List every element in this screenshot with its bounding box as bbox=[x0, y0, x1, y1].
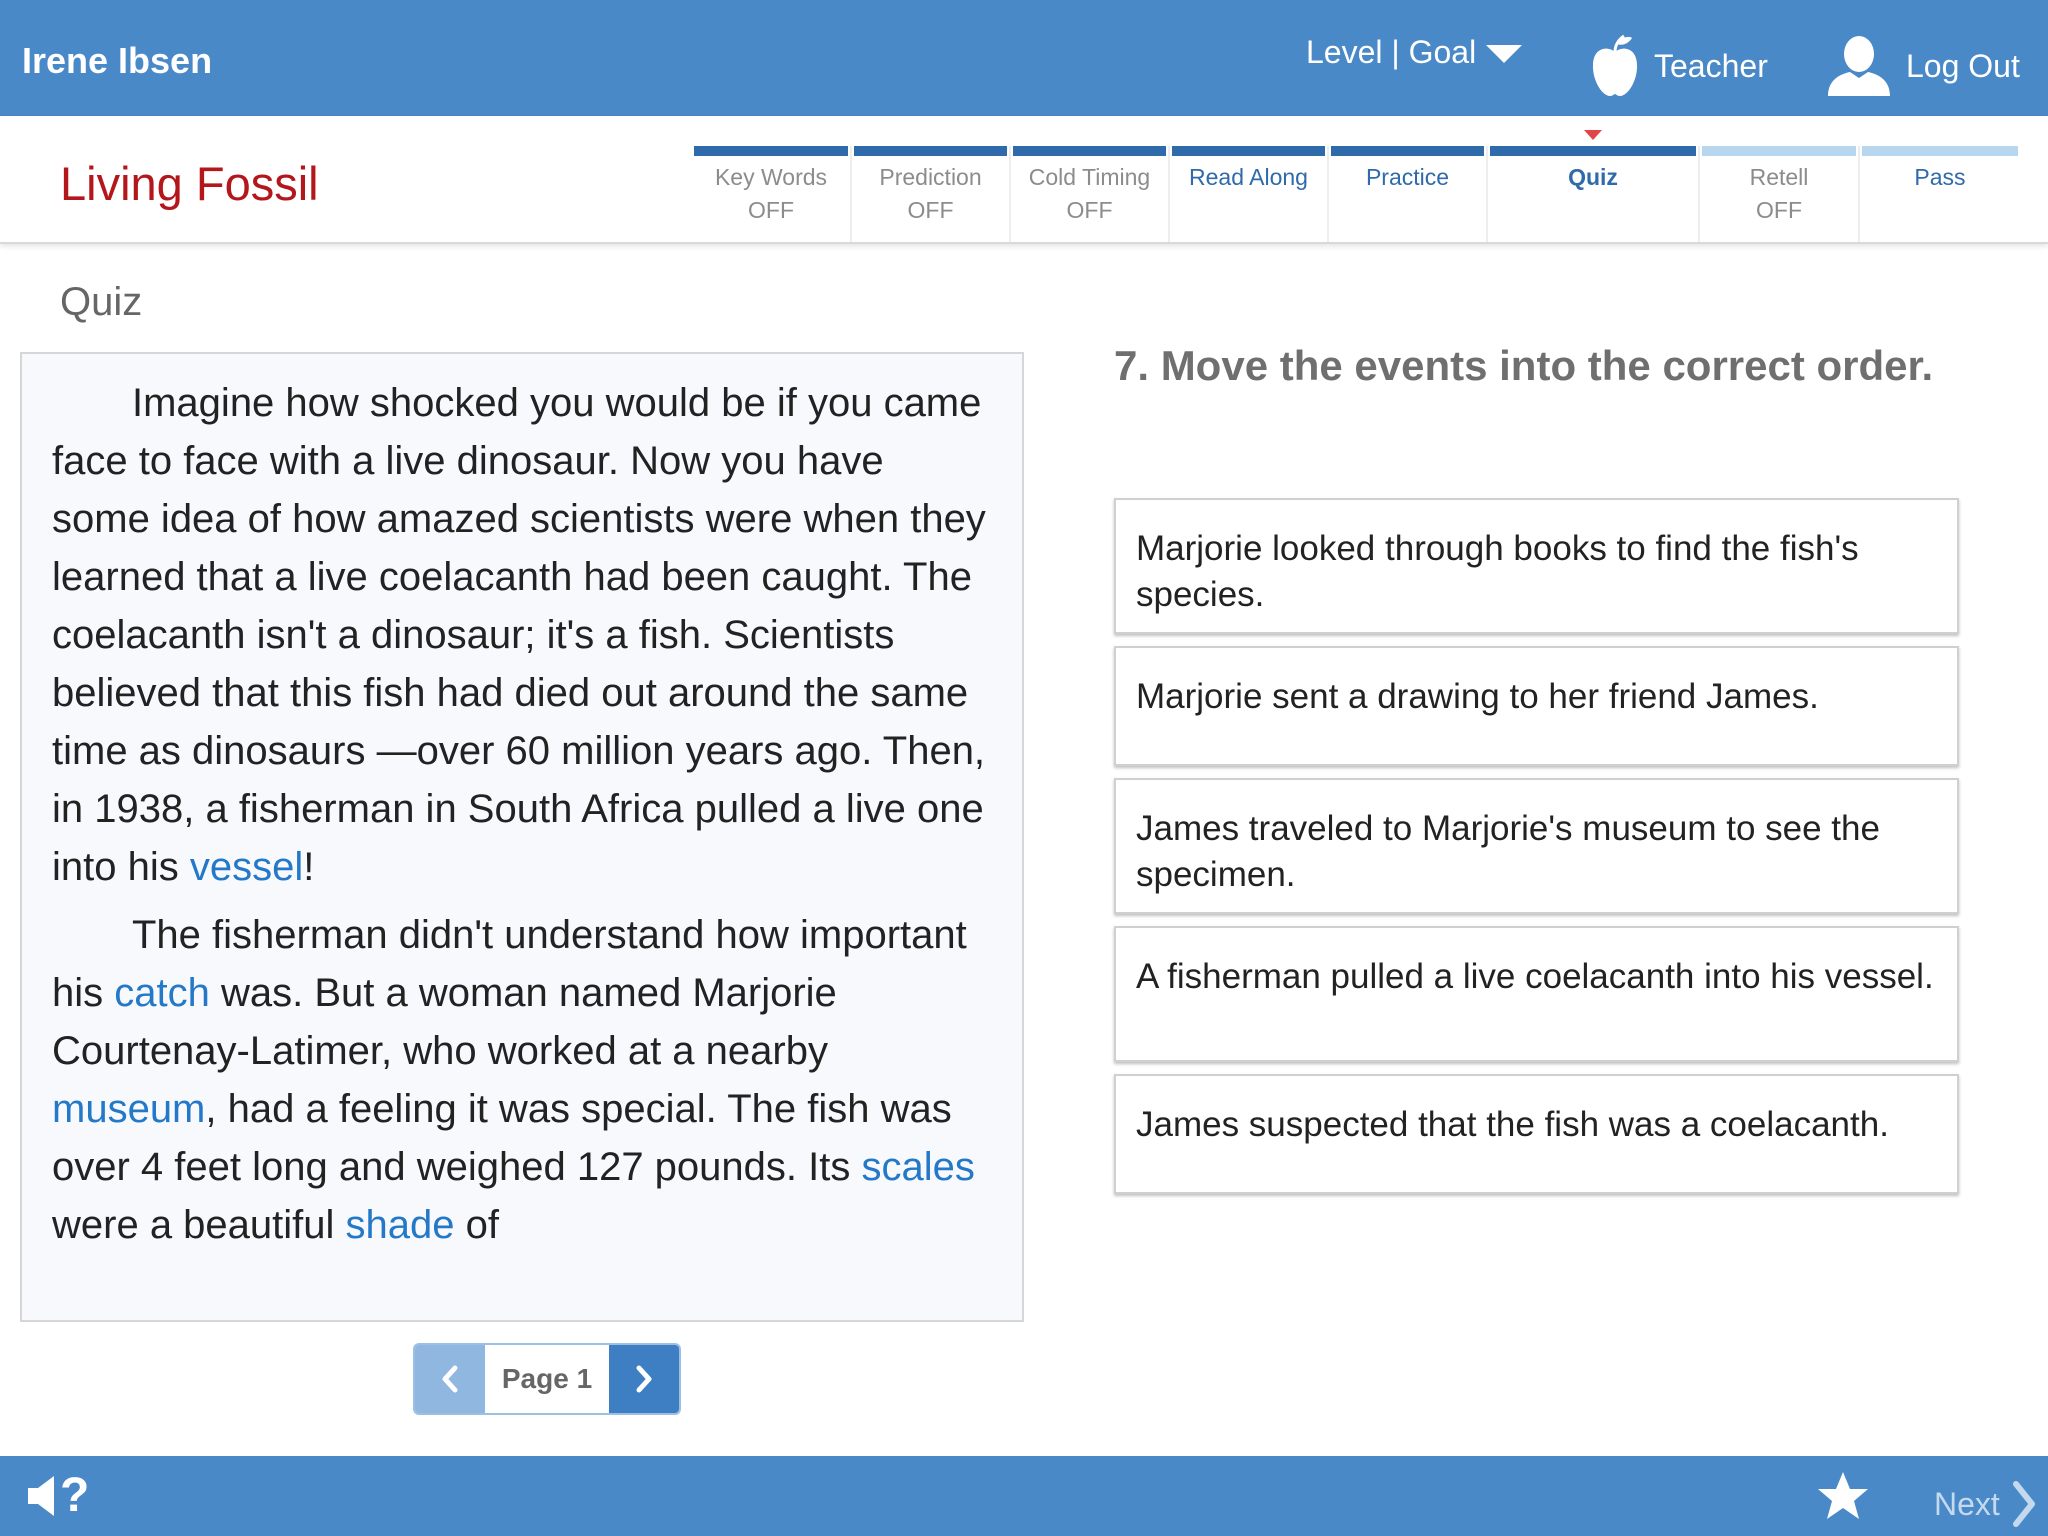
step-segment bbox=[1490, 146, 1696, 156]
keyword-link[interactable]: vessel bbox=[189, 845, 304, 889]
next-page-button[interactable] bbox=[609, 1345, 679, 1413]
step-label: Pass bbox=[1914, 164, 1966, 190]
step-segment bbox=[694, 146, 848, 156]
step-label: Retell bbox=[1749, 164, 1809, 190]
step-segment bbox=[854, 146, 1007, 156]
passage-text: were a beautiful bbox=[52, 1203, 346, 1247]
step-status: OFF bbox=[748, 197, 794, 223]
previous-page-button[interactable] bbox=[415, 1345, 485, 1413]
logout-label: Log Out bbox=[1906, 47, 2020, 84]
step-progress bbox=[692, 146, 2020, 242]
star-icon bbox=[1816, 1470, 1870, 1522]
step-prediction[interactable] bbox=[852, 146, 1011, 242]
passage-text: Imagine how shocked you would be if you came face to face with a live dinosaur. Now you have some idea of how amazed scientists were when they learned that a live coelacanth had been caught. The coelacanth isn't a dinosaur; it's a fish. Scientists believed that this fish had died out around the same time as dinosaurs —over 60 million years ago. Then, in 1938, a fisherman in South Africa pulled a live one into his bbox=[52, 381, 986, 889]
step-label: Practice bbox=[1365, 164, 1450, 190]
step-practice[interactable] bbox=[1329, 146, 1488, 242]
step-label: Read Along bbox=[1189, 164, 1308, 190]
sortable-event-list bbox=[1114, 498, 1959, 1206]
page-indicator: Page 1 bbox=[501, 1363, 593, 1394]
question-mark-icon: ? bbox=[60, 1469, 90, 1522]
keyword-link[interactable]: scales bbox=[861, 1145, 975, 1189]
chevron-left-icon bbox=[439, 1364, 461, 1394]
teacher-button[interactable] bbox=[1590, 34, 1768, 98]
story-title: Living Fossil bbox=[60, 157, 319, 210]
draggable-event-card[interactable]: Marjorie sent a drawing to her friend James. bbox=[1114, 646, 1959, 766]
speaker-icon bbox=[26, 1474, 60, 1518]
passage-text: of bbox=[454, 1203, 499, 1247]
draggable-event-card[interactable]: James suspected that the fish was a coelacanth. bbox=[1114, 1074, 1959, 1194]
next-label: Next bbox=[1934, 1485, 2000, 1522]
step-pass[interactable] bbox=[1860, 146, 2020, 242]
reading-passage[interactable] bbox=[20, 352, 1024, 1322]
page-navigator bbox=[413, 1343, 681, 1415]
step-read-along[interactable] bbox=[1170, 146, 1329, 242]
step-status: OFF bbox=[1066, 197, 1113, 223]
passage-text: was. But a woman named Marjorie Courtenay-Latimer, who worked at a nearby bbox=[52, 971, 837, 1073]
step-cold-timing[interactable] bbox=[1011, 146, 1170, 242]
step-retell[interactable] bbox=[1700, 146, 1860, 242]
star-button[interactable] bbox=[1816, 1470, 1870, 1527]
logout-button[interactable] bbox=[1826, 34, 2020, 98]
step-segment bbox=[1862, 146, 2018, 156]
passage-text: ! bbox=[303, 845, 315, 889]
audio-help-button[interactable] bbox=[26, 1469, 90, 1522]
step-key-words[interactable] bbox=[692, 146, 852, 242]
step-segment bbox=[1172, 146, 1325, 156]
current-step-marker-icon bbox=[1584, 130, 1602, 140]
draggable-event-card[interactable]: A fisherman pulled a live coelacanth into his vessel. bbox=[1114, 926, 1959, 1062]
passage-text: , had a feeling it was special. The fish was over 4 feet long and weighed 127 pounds. Its bbox=[52, 1087, 952, 1189]
level-goal-label: Level | Goal bbox=[1306, 34, 1477, 70]
chevron-right-icon bbox=[633, 1364, 655, 1394]
chevron-right-icon bbox=[2008, 1480, 2038, 1528]
user-icon bbox=[1826, 34, 1892, 98]
step-label: Key Words bbox=[714, 164, 828, 190]
draggable-event-card[interactable]: James traveled to Marjorie's museum to see the specimen. bbox=[1114, 778, 1959, 914]
step-status: OFF bbox=[907, 197, 954, 223]
step-quiz[interactable] bbox=[1488, 146, 1700, 242]
keyword-link[interactable]: catch bbox=[114, 971, 210, 1015]
step-segment bbox=[1013, 146, 1166, 156]
step-label: Cold Timing bbox=[1028, 164, 1151, 190]
bottom-bar bbox=[0, 1456, 2048, 1536]
step-segment bbox=[1331, 146, 1484, 156]
passage-paragraph bbox=[52, 374, 992, 896]
step-status: OFF bbox=[1756, 197, 1802, 223]
keyword-link[interactable]: museum bbox=[52, 1087, 206, 1131]
section-title: Quiz bbox=[60, 280, 143, 324]
step-label: Quiz bbox=[1568, 164, 1618, 190]
level-goal-menu[interactable] bbox=[1306, 34, 1524, 71]
question-prompt: 7. Move the events into the correct order. bbox=[1114, 342, 1934, 389]
draggable-event-card[interactable]: Marjorie looked through books to find the fish's species. bbox=[1114, 498, 1959, 634]
apple-icon bbox=[1590, 34, 1640, 98]
step-segment bbox=[1702, 146, 1856, 156]
step-label: Prediction bbox=[879, 164, 982, 190]
keyword-link[interactable]: shade bbox=[345, 1203, 455, 1247]
next-button[interactable] bbox=[1934, 1480, 2038, 1528]
teacher-label: Teacher bbox=[1654, 47, 1768, 84]
step-header bbox=[0, 116, 2048, 244]
student-name: Irene Ibsen bbox=[22, 40, 213, 81]
caret-down-icon bbox=[1484, 41, 1524, 65]
top-bar bbox=[0, 0, 2048, 116]
passage-text: The fisherman didn't understand how important his bbox=[52, 913, 967, 1015]
passage-paragraph bbox=[52, 906, 992, 1254]
